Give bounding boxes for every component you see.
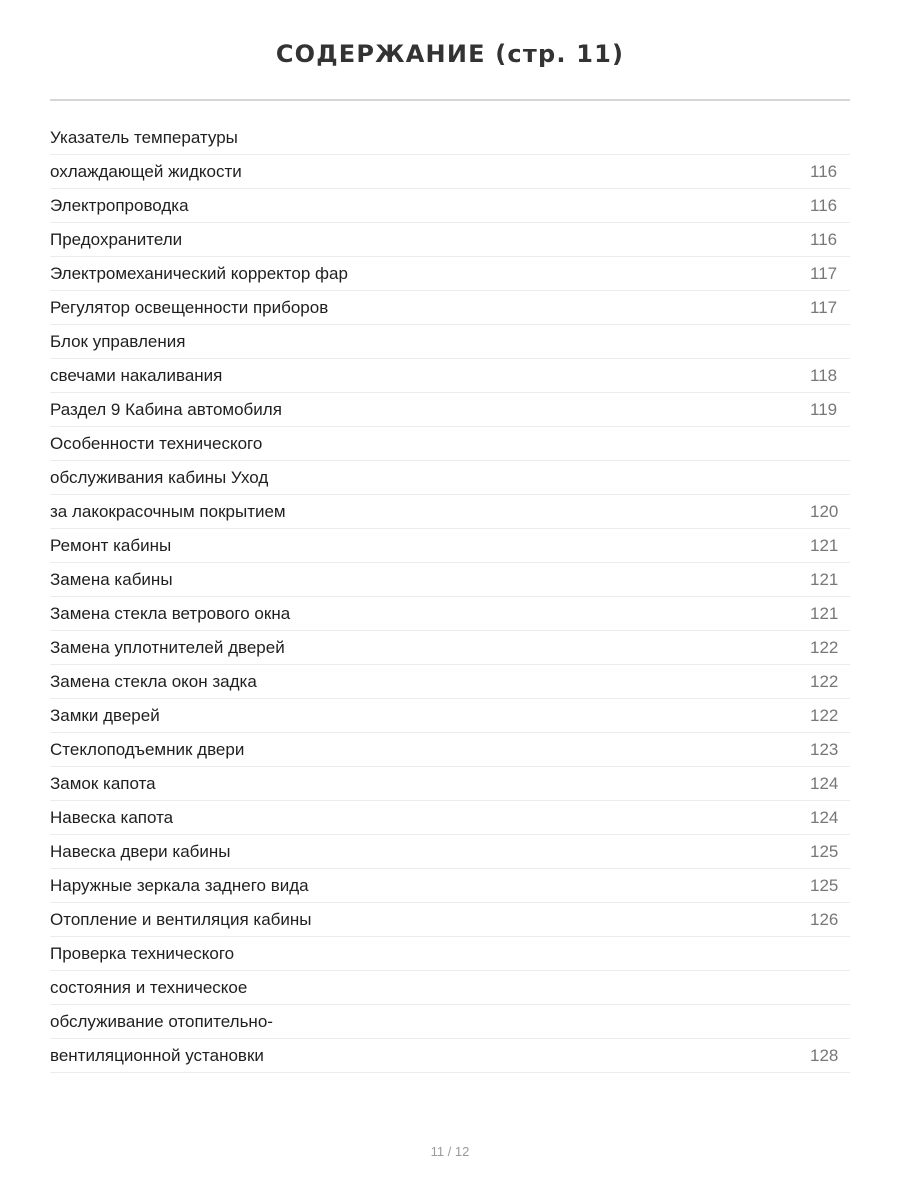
toc-entry[interactable]	[50, 1005, 850, 1039]
toc-entry[interactable]	[50, 869, 850, 903]
title-divider	[50, 99, 850, 101]
toc-entry-page-number: 120	[810, 502, 839, 521]
toc-entry-page-number: 116	[810, 162, 838, 181]
toc-entry[interactable]	[50, 223, 850, 257]
toc-entry-page-number: 121	[810, 536, 839, 555]
toc-entry[interactable]	[50, 631, 850, 665]
toc-entry-label: Предохранители	[50, 230, 183, 249]
toc-entry[interactable]	[50, 937, 850, 971]
toc-entry[interactable]	[50, 699, 850, 733]
toc-entry[interactable]	[50, 563, 850, 597]
toc-entry-label: Проверка технического	[50, 944, 235, 963]
toc-entry-label: Раздел 9 Кабина автомобиля	[50, 400, 282, 419]
toc-entry[interactable]	[50, 121, 850, 155]
toc-entry-page-number: 125	[810, 842, 839, 861]
toc-entry-label: обслуживания кабины Уход	[50, 468, 269, 487]
toc-entry-label: Электромеханический корректор фар	[50, 264, 348, 283]
toc-entry[interactable]	[50, 189, 850, 223]
page-counter: 11 / 12	[430, 1144, 470, 1159]
table-of-contents	[50, 121, 850, 1073]
toc-entry-label: Замки дверей	[50, 706, 160, 725]
toc-entry-page-number: 122	[810, 706, 839, 725]
toc-entry-page-number: 119	[810, 400, 838, 419]
toc-entry-label: Отопление и вентиляция кабины	[50, 910, 312, 929]
toc-entry[interactable]	[50, 835, 850, 869]
toc-entry-label: Блок управления	[50, 332, 186, 351]
toc-entry-label: Стеклоподъемник двери	[50, 740, 245, 759]
toc-entry[interactable]	[50, 155, 850, 189]
toc-entry-page-number: 122	[810, 638, 839, 657]
toc-entry[interactable]	[50, 767, 850, 801]
toc-entry[interactable]	[50, 393, 850, 427]
toc-entry[interactable]	[50, 971, 850, 1005]
toc-entry-label: Замена стекла окон задка	[50, 672, 257, 691]
toc-entry-page-number: 116	[810, 230, 838, 249]
toc-entry-label: Указатель температуры	[50, 128, 238, 147]
toc-entry[interactable]	[50, 529, 850, 563]
toc-entry[interactable]	[50, 733, 850, 767]
toc-entry-label: Особенности технического	[50, 434, 263, 453]
toc-entry-page-number: 118	[810, 366, 838, 385]
toc-entry-label: Замена кабины	[50, 570, 173, 589]
toc-entry-label: Наружные зеркала заднего вида	[50, 876, 309, 895]
toc-entry-page-number: 121	[810, 604, 839, 623]
toc-entry-label: состояния и техническое	[50, 978, 248, 997]
toc-entry[interactable]	[50, 427, 850, 461]
toc-entry[interactable]	[50, 495, 850, 529]
toc-entry-label: Замена уплотнителей дверей	[50, 638, 285, 657]
toc-entry[interactable]	[50, 461, 850, 495]
toc-entry-page-number: 121	[810, 570, 839, 589]
toc-entry-label: Электропроводка	[50, 196, 189, 215]
toc-entry[interactable]	[50, 359, 850, 393]
toc-entry-page-number: 116	[810, 196, 838, 215]
toc-entry[interactable]	[50, 1039, 850, 1073]
toc-entry-label: Замок капота	[50, 774, 156, 793]
toc-entry-page-number: 124	[810, 808, 839, 827]
toc-entry-page-number: 122	[810, 672, 839, 691]
toc-entry[interactable]	[50, 597, 850, 631]
toc-entry-page-number: 123	[810, 740, 839, 759]
toc-entry-label: Замена стекла ветрового окна	[50, 604, 291, 623]
toc-entry-page-number: 117	[810, 264, 838, 283]
toc-entry[interactable]	[50, 801, 850, 835]
toc-entry-label: Навеска капота	[50, 808, 174, 827]
toc-entry-page-number: 117	[810, 298, 838, 317]
toc-entry-label: охлаждающей жидкости	[50, 162, 242, 181]
toc-entry-page-number: 128	[810, 1046, 839, 1065]
toc-entry[interactable]	[50, 903, 850, 937]
toc-entry[interactable]	[50, 257, 850, 291]
toc-entry-label: Регулятор освещенности приборов	[50, 298, 329, 317]
toc-entry-label: Навеска двери кабины	[50, 842, 231, 861]
toc-entry-label: вентиляционной установки	[50, 1046, 264, 1065]
toc-entry[interactable]	[50, 665, 850, 699]
toc-entry-label: свечами накаливания	[50, 366, 223, 385]
toc-entry-label: за лакокрасочным покрытием	[50, 502, 286, 521]
toc-entry-page-number: 124	[810, 774, 839, 793]
toc-entry-label: Ремонт кабины	[50, 536, 172, 555]
toc-entry-page-number: 125	[810, 876, 839, 895]
toc-entry-label: обслуживание отопительно-	[50, 1012, 273, 1031]
toc-entry-page-number: 126	[810, 910, 839, 929]
toc-entry[interactable]	[50, 291, 850, 325]
page-title: СОДЕРЖАНИЕ (стр. 11)	[275, 40, 625, 68]
toc-entry[interactable]	[50, 325, 850, 359]
